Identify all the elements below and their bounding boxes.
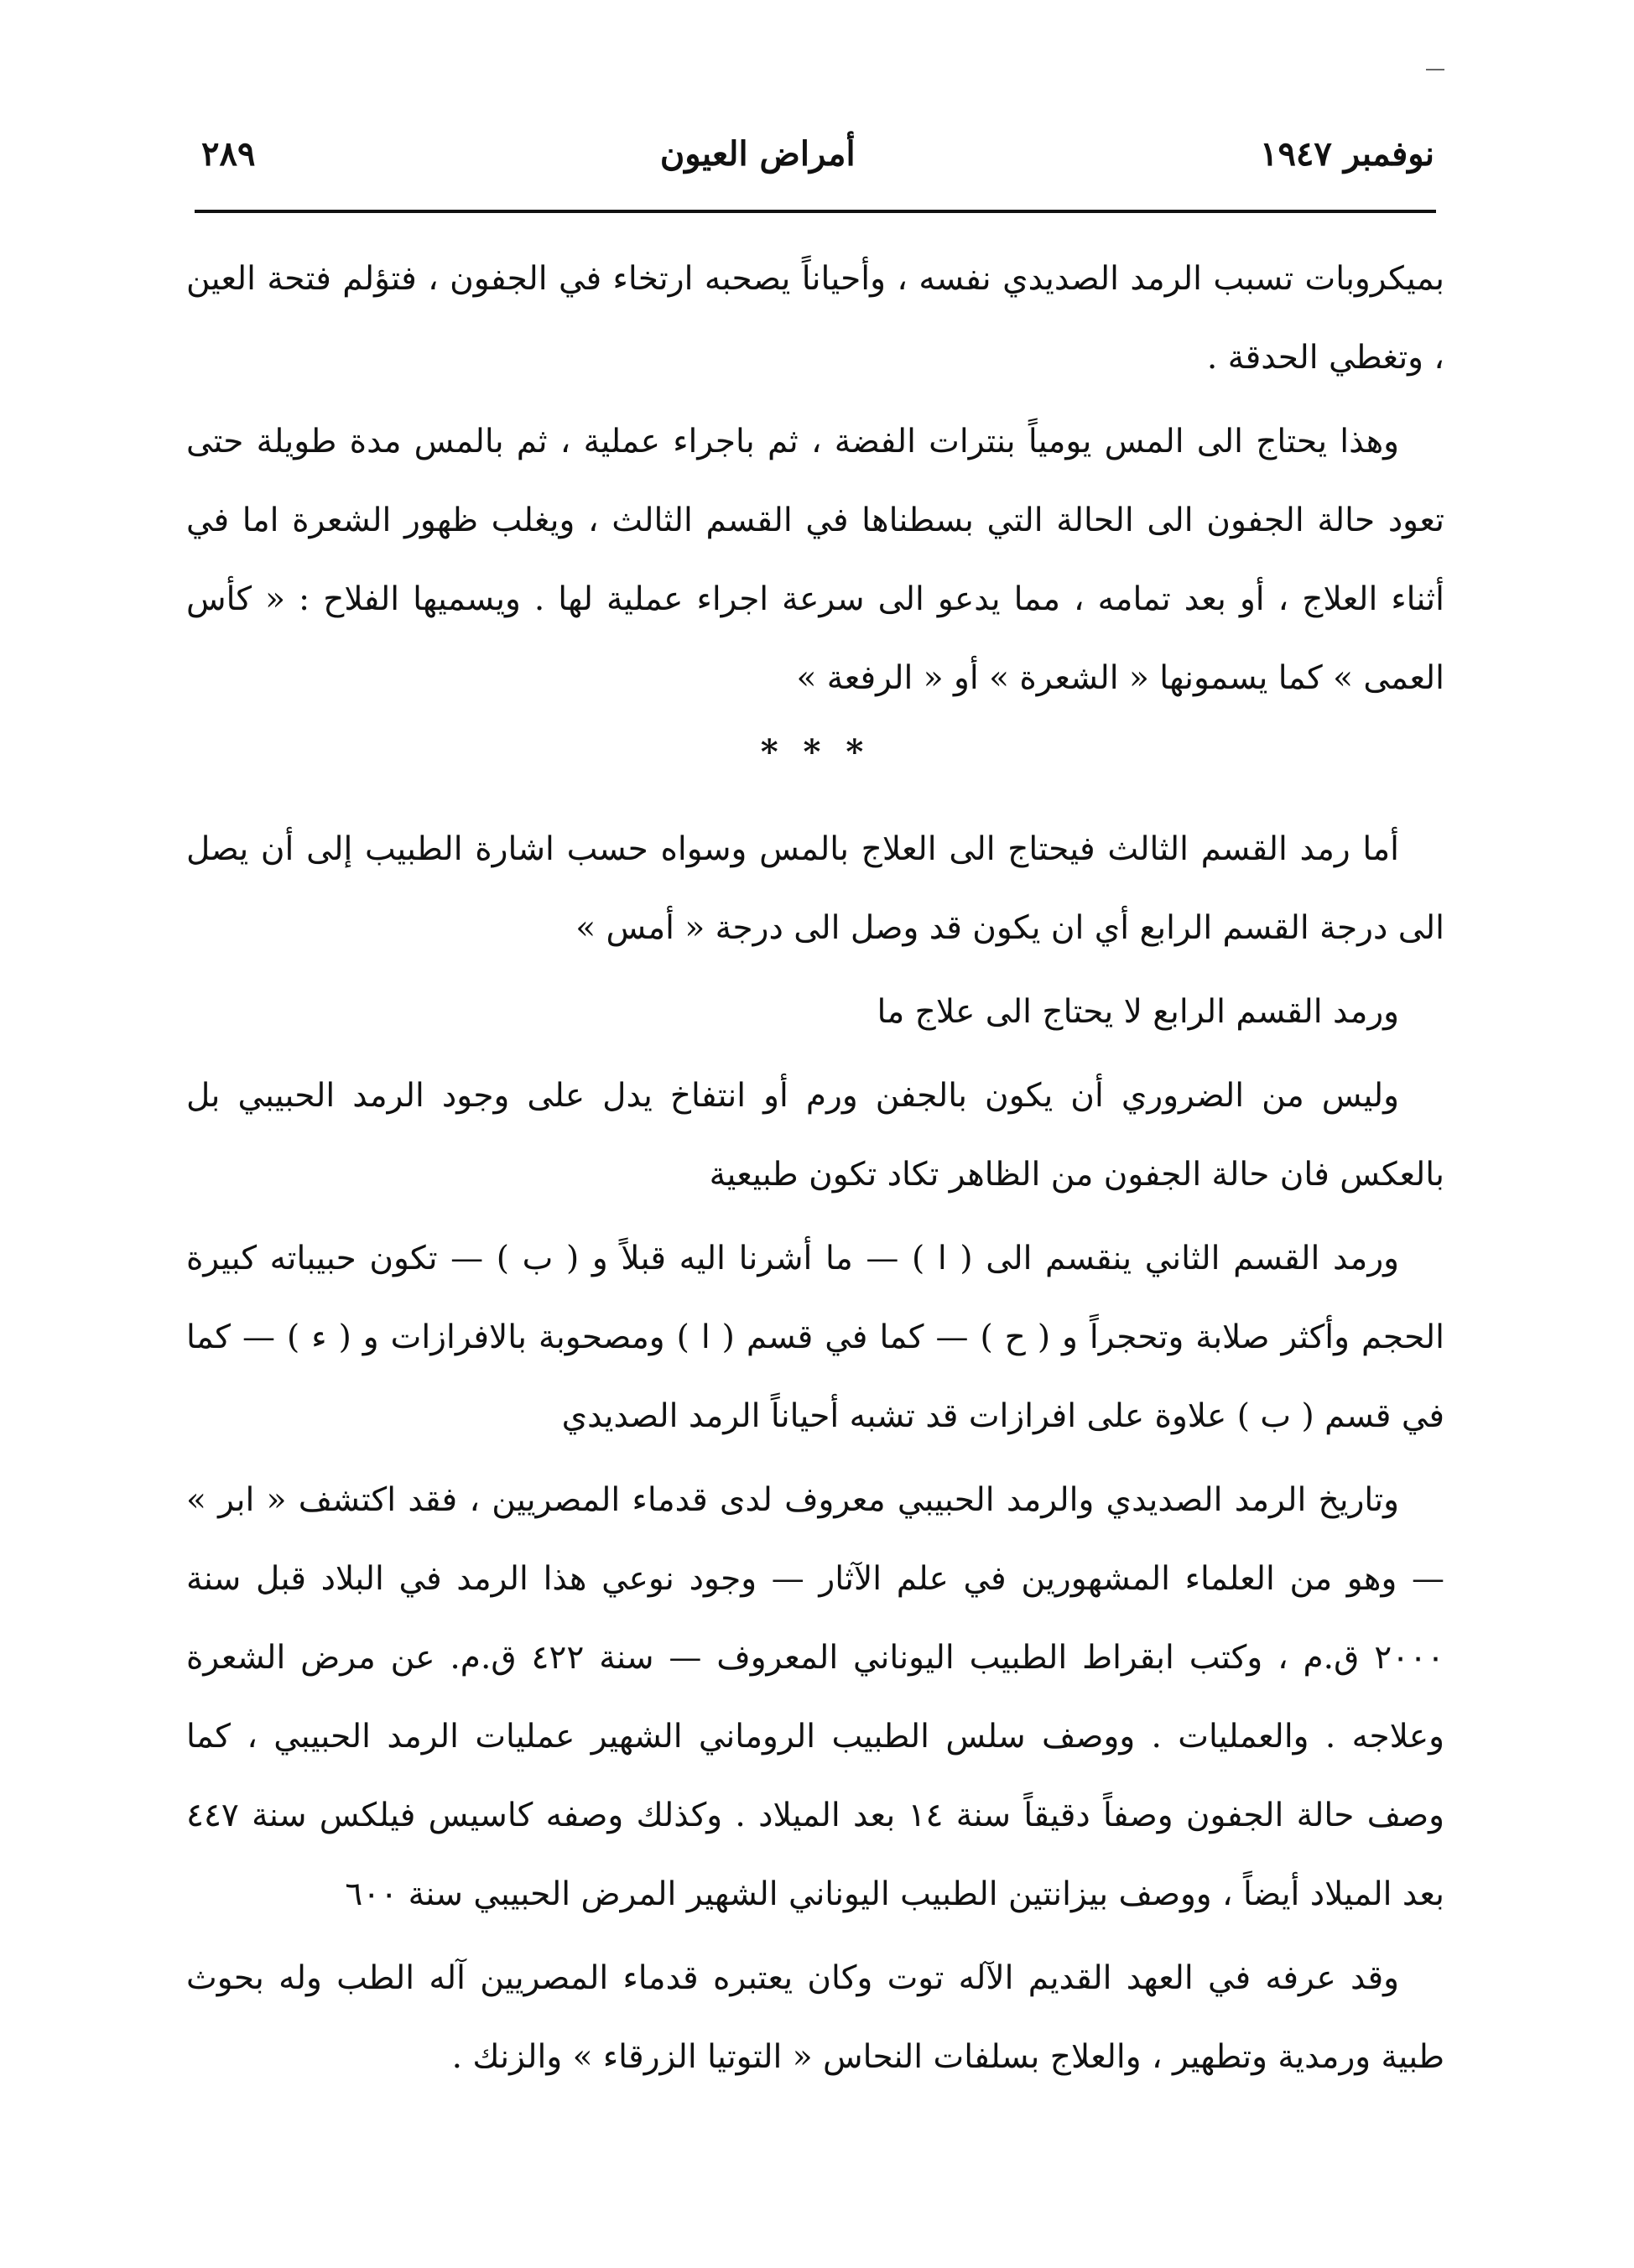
- page-number: ٢٨٩: [201, 133, 256, 174]
- paragraph-3: أما رمد القسم الثالث فيحتاج الى العلاج بالمس وسواه حسب اشارة الطبيب إلى أن يصل الى درجة القسم الرابع أي ان يكون قد وصل الى درجة « أمس »: [186, 830, 1444, 947]
- corner-mark: [1426, 69, 1444, 70]
- section-separator: * * *: [760, 732, 871, 772]
- paragraph-1: بميكروبات تسبب الرمد الصديدي نفسه ، وأحياناً يصحبه ارتخاء في الجفون ، فتؤلم فتحة العين ، وتغطي الحدقة .: [186, 260, 1444, 377]
- paragraph-2: وهذا يحتاج الى المس يومياً بنترات الفضة ، ثم باجراء عملية ، ثم بالمس مدة طويلة حتى تعود حالة الجفون الى الحالة التي بسطناها في القسم الثالث ، ويغلب ظهور الشعرة اما في أثناء العلاج ، أو بعد تمامه ، مما يدعو الى سرعة اجراء عملية لها . ويسميها الفلاح : « كأس العمى » كما يسمونها « الشعرة » أو « الرفعة »: [186, 423, 1444, 697]
- paragraph-7: وتاريخ الرمد الصديدي والرمد الحبيبي معروف لدى قدماء المصريين ، فقد اكتشف « ابر » — وهو من العلماء المشهورين في علم الآثار — وجود نوعي هذا الرمد في البلاد قبل سنة ٢٠٠٠ ق.م ، وكتب ابقراط الطبيب اليوناني المعروف — سنة ٤٢٢ ق.م. عن مرض الشعرة وعلاجه . والعمليات . ووصف سلس الطبيب الروماني الشهير عمليات الرمد الحبيبي ، كما وصف حالة الجفون وصفاً دقيقاً سنة ١٤ بعد الميلاد . وكذلك وصفه كاسيس فيلكس سنة ٤٤٧ بعد الميلاد أيضاً ، ووصف بيزانتين الطبيب اليوناني الشهير المرض الحبيبي سنة ٦٠٠: [186, 1481, 1445, 1913]
- body-text: [186, 240, 1444, 2102]
- header-title: أمراض العيون: [659, 133, 856, 174]
- paragraph-4: ورمد القسم الرابع لا يحتاج الى علاج ما: [877, 993, 1399, 1031]
- header-date: نوفمبر ١٩٤٧: [1259, 133, 1434, 174]
- paragraph-5: وليس من الضروري أن يكون بالجفن ورم أو انتفاخ يدل على وجود الرمد الحبيبي بل بالعكس فان حالة الجفون من الظاهر تكاد تكون طبيعية: [186, 1077, 1444, 1194]
- running-header: [201, 124, 1434, 183]
- paragraph-6: ورمد القسم الثاني ينقسم الى ( ا ) — ما أشرنا اليه قبلاً و ( ب ) — تكون حبيباته كبيرة الحجم وأكثر صلابة وتحجراً و ( ح ) — كما في قسم ( ا ) ومصحوبة بالافرازات و ( ء ) — كما في قسم ( ب ) علاوة على افرازات قد تشبه أحياناً الرمد الصديدي: [186, 1240, 1444, 1435]
- header-rule: [195, 210, 1436, 213]
- paragraph-8: وقد عرفه في العهد القديم الآله توت وكان يعتبره قدماء المصريين آله الطب وله بحوث طبية ورمدية وتطهير ، والعلاج بسلفات النحاس « التوتيا الزرقاء » والزنك .: [186, 1959, 1444, 2076]
